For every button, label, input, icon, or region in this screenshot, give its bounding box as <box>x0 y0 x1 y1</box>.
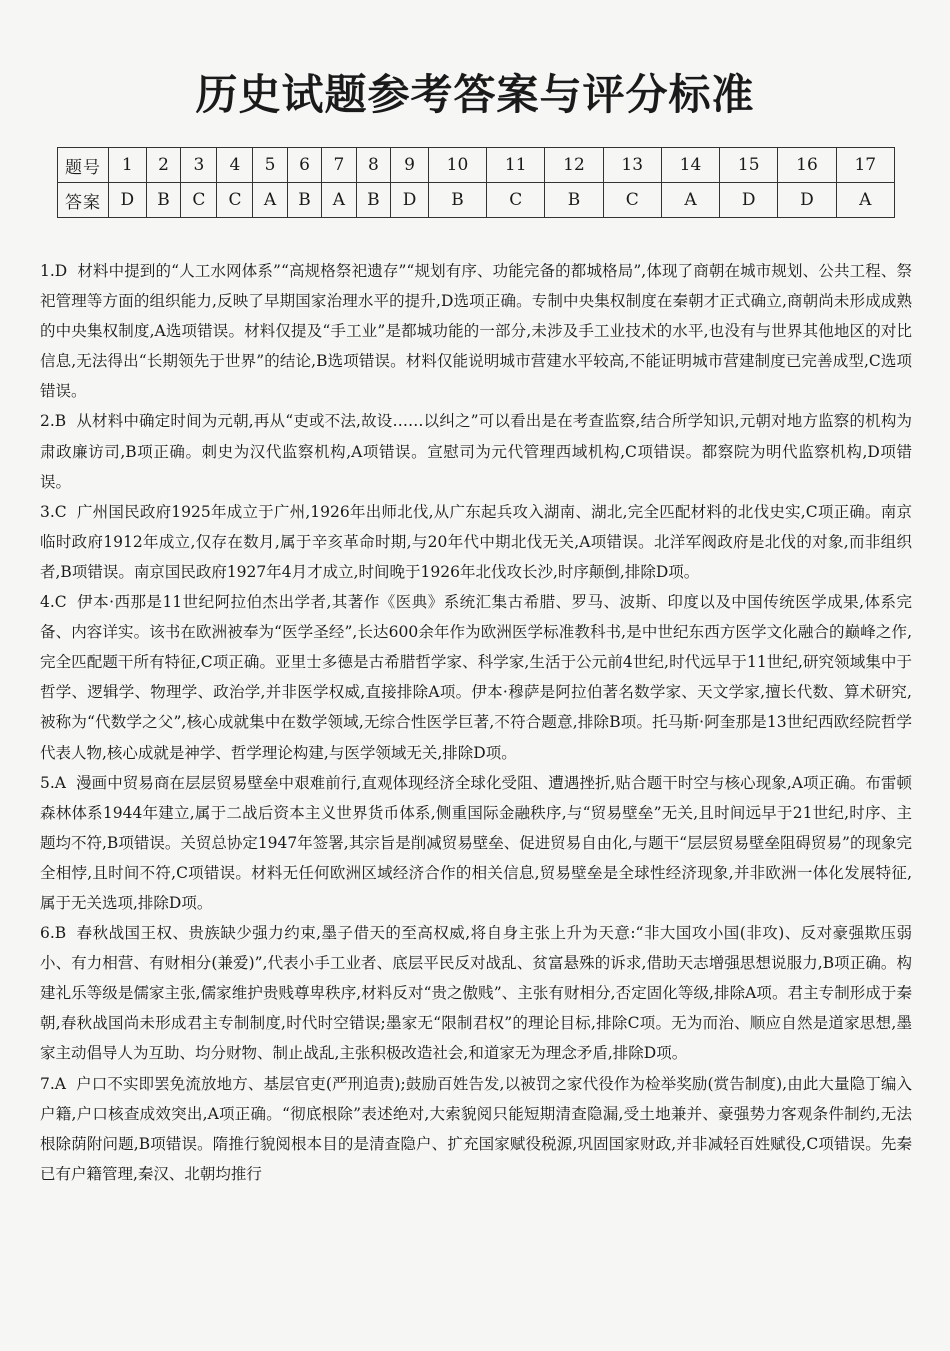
question-number: 10 <box>428 148 486 183</box>
explanation-item <box>40 1069 912 1189</box>
explanation-text: 材料中提到的“人工水网体系”“高规格祭祀遗存”“规划有序、功能完备的都城格局”,体现了商朝在城市规划、公共工程、祭祀管理等方面的组织能力,反映了早期国家治理水平的提升,D选项正确。专制中央集权制度在秦朝才正式确立,商朝尚未形成成熟的中央集权制度,A选项错误。材料仅提及“手工业”是都城功能的一部分,未涉及手工业技术的水平,也没有与世界其他地区的对比信息,无法得出“长期领先于世界”的结论,B选项错误。材料仅能说明城市营建水平较高,不能证明城市营建制度已完善成型,C选项错误。 <box>40 262 912 401</box>
explanation-item <box>40 406 912 496</box>
question-number: 17 <box>836 148 894 183</box>
question-number: 16 <box>778 148 836 183</box>
question-number: 8 <box>356 148 391 183</box>
answer-cell: B <box>146 183 181 218</box>
answer-cell: B <box>545 183 603 218</box>
answer-letter: B <box>54 924 67 943</box>
question-number: 4 <box>217 148 253 183</box>
question-number: 2 <box>146 148 181 183</box>
question-number: 14 <box>661 148 719 183</box>
answer-cell: A <box>661 183 719 218</box>
question-number: 1 <box>109 148 147 183</box>
question-number: 12 <box>545 148 603 183</box>
answer-cell: D <box>391 183 429 218</box>
row-label-answer: 答案 <box>58 183 109 218</box>
question-number: 7. <box>40 1074 55 1093</box>
answer-cell: D <box>720 183 778 218</box>
answer-letter: C <box>54 502 67 521</box>
answer-table <box>57 147 895 218</box>
answer-cell: A <box>836 183 894 218</box>
explanation-item <box>40 768 912 918</box>
question-number: 13 <box>603 148 661 183</box>
question-number: 3. <box>40 502 55 521</box>
answer-cell: D <box>778 183 836 218</box>
answer-row <box>58 183 895 218</box>
page-title: 历史试题参考答案与评分标准 <box>195 70 755 119</box>
answer-cell: C <box>217 183 253 218</box>
answer-letter: A <box>54 773 66 792</box>
answer-cell: C <box>181 183 217 218</box>
explanation-text: 春秋战国王权、贵族缺少强力约束,墨子借天的至高权威,将自身主张上升为天意:“非大国攻小国(非攻)、反对豪强欺压弱小、有力相营、有财相分(兼爱)”,代表小手工业者、底层平民反对战乱、贫富悬殊的诉求,借助天志增强思想说服力,B项正确。构建礼乐等级是儒家主张,儒家维护贵贱尊卑秩序,材料反对“贵之傲贱”、主张有财相分,否定固化等级,排除A项。君主专制形成于秦朝,春秋战国尚未形成君主专制制度,时代时空错误;墨家无“限制君权”的理论目标,排除C项。无为而治、顺应自然是道家思想,墨家主动倡导人为互助、均分财物、制止战乱,主张积极改造社会,和道家无为理念矛盾,排除D项。 <box>40 924 912 1063</box>
explanation-text: 从材料中确定时间为元朝,再从“吏或不法,故设……以纠之”可以看出是在考查监察,结合所学知识,元朝对地方监察的机构为肃政廉访司,B项正确。刺史为汉代监察机构,A项错误。宣慰司为元代管理西域机构,C项错误。都察院为明代监察机构,D项错误。 <box>40 412 912 491</box>
explanations <box>40 256 912 1189</box>
answer-letter: D <box>54 262 68 280</box>
answer-letter: A <box>54 1074 66 1093</box>
question-number: 6. <box>40 924 55 943</box>
answer-letter: B <box>54 412 67 431</box>
answer-cell: D <box>109 183 147 218</box>
answer-cell: C <box>603 183 661 218</box>
answer-cell: A <box>253 183 287 218</box>
explanation-text: 户口不实即罢免流放地方、基层官吏(严刑追责);鼓励百姓告发,以被罚之家代役作为检举奖励(赏告制度),由此大量隐丁编入户籍,户口核查成效突出,A项正确。“彻底根除”表述绝对,大索貌阅只能短期清查隐漏,受土地兼并、豪强势力客观条件制约,无法根除荫附问题,B项错误。隋推行貌阅根本目的是清查隐户、扩充国家赋役税源,巩固国家财政,并非减轻百姓赋役,C项错误。先秦已有户籍管理,秦汉、北朝均推行 <box>40 1074 912 1183</box>
row-label-number: 题号 <box>58 148 109 183</box>
explanation-item <box>40 497 912 587</box>
answer-cell: B <box>356 183 391 218</box>
answer-cell: C <box>487 183 545 218</box>
question-number: 5. <box>40 773 55 792</box>
explanation-text: 漫画中贸易商在层层贸易壁垒中艰难前行,直观体现经济全球化受阻、遭遇挫折,贴合题干时空与核心现象,A项正确。布雷顿森林体系1944年建立,属于二战后资本主义世界货币体系,侧重国际金融秩序,与“贸易壁垒”无关,且时间远早于21世纪,时序、主题均不符,B项错误。关贸总协定1947年签署,其宗旨是削减贸易壁垒、促进贸易自由化,与题干“层层贸易壁垒阻碍贸易”的现象完全相悖,且时间不符,C项错误。材料无任何欧洲区域经济合作的相关信息,贸易壁垒是全球性经济现象,并非欧洲一体化发展特征,属于无关选项,排除D项。 <box>40 773 912 912</box>
question-number: 7 <box>322 148 356 183</box>
question-number: 2. <box>40 412 55 431</box>
question-number: 9 <box>391 148 429 183</box>
question-number: 3 <box>181 148 217 183</box>
number-row <box>58 148 895 183</box>
explanation-text: 伊本·西那是11世纪阿拉伯杰出学者,其著作《医典》系统汇集古希腊、罗马、波斯、印度以及中国传统医学成果,体系完备、内容详实。该书在欧洲被奉为“医学圣经”,长达600余年作为欧洲医学标准教科书,是中世纪东西方医学文化融合的巅峰之作,完全匹配题干所有特征,C项正确。亚里士多德是古希腊哲学家、科学家,生活于公元前4世纪,时代远早于11世纪,研究领域集中于哲学、逻辑学、物理学、政治学,并非医学权威,直接排除A项。伊本·穆萨是阿拉伯著名数学家、天文学家,擅长代数、算术研究,被称为“代数学之父”,核心成就集中在数学领域,无综合性医学巨著,不符合题意,排除B项。托马斯·阿奎那是13世纪西欧经院哲学代表人物,核心成就是神学、哲学理论构建,与医学领域无关,排除D项。 <box>40 593 912 762</box>
question-number: 5 <box>253 148 287 183</box>
explanation-item <box>40 587 912 768</box>
explanation-item <box>40 918 912 1068</box>
question-number: 1. <box>40 262 55 280</box>
question-number: 4. <box>40 593 55 612</box>
question-number: 11 <box>487 148 545 183</box>
answer-cell: A <box>322 183 356 218</box>
explanation-text: 广州国民政府1925年成立于广州,1926年出师北伐,从广东起兵攻入湖南、湖北,完全匹配材料的北伐史实,C项正确。南京临时政府1912年成立,仅存在数月,属于辛亥革命时期,与20年代中期北伐无关,A项错误。北洋军阀政府是北伐的对象,而非组织者,B项错误。南京国民政府1927年4月才成立,时间晚于1926年北伐攻长沙,时序颠倒,排除D项。 <box>40 502 912 581</box>
question-number: 6 <box>287 148 322 183</box>
answer-cell: B <box>287 183 322 218</box>
explanation-item <box>40 256 912 406</box>
answer-cell: B <box>428 183 486 218</box>
answer-letter: C <box>54 593 67 612</box>
question-number: 15 <box>720 148 778 183</box>
